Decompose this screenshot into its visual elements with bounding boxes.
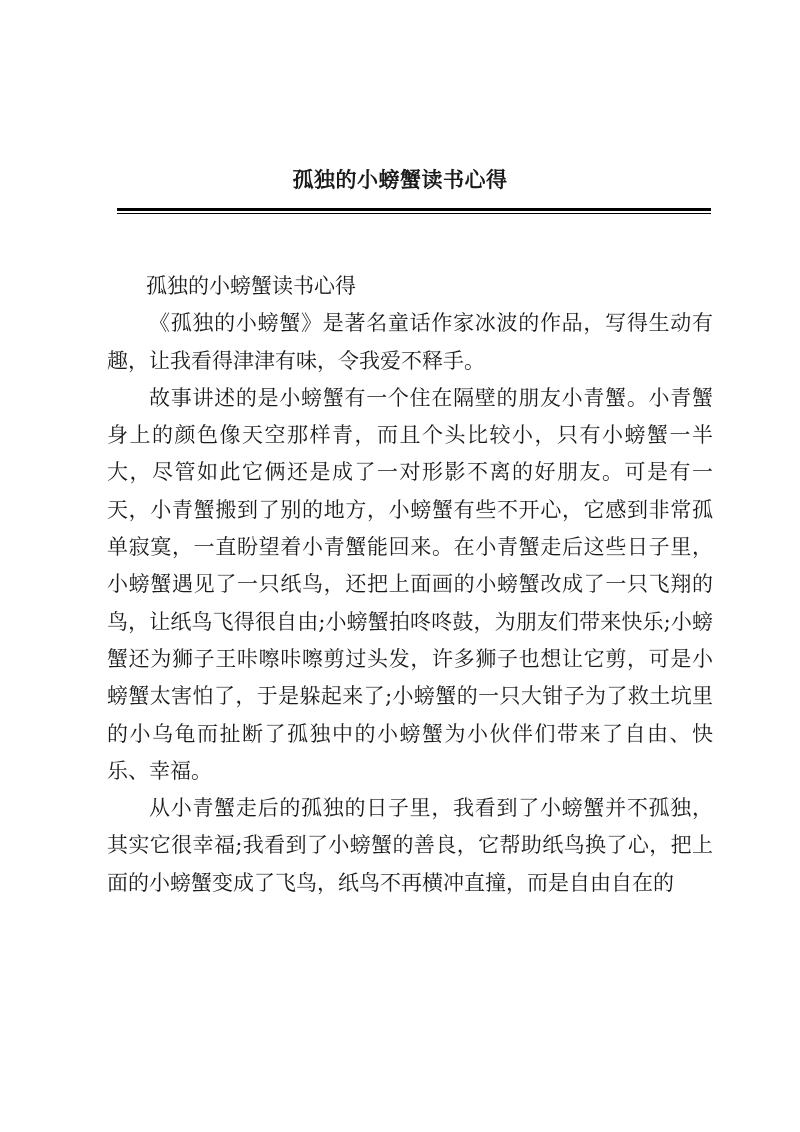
title-divider-thin <box>117 213 711 214</box>
body-heading: 孤独的小螃蟹读书心得 <box>146 274 356 298</box>
document-body <box>107 268 713 902</box>
paragraph-story: 故事讲述的是小螃蟹有一个住在隔壁的朋友小青蟹。小青蟹身上的颜色像天空那样青，而且个头比较小，只有小螃蟹一半大，尽管如此它俩还是成了一对形影不离的好朋友。可是有一天，小青蟹搬到了别的地方，小螃蟹有些不开心，它感到非常孤单寂寞，一直盼望着小青蟹能回来。在小青蟹走后这些日子里，小螃蟹遇见了一只纸鸟，还把上面画的小螃蟹改成了一只飞翔的鸟，让纸鸟飞得很自由;小螃蟹拍咚咚鼓，为朋友们带来快乐;小螃蟹还为狮子王咔嚓咔嚓剪过头发，许多狮子也想让它剪，可是小螃蟹太害怕了，于是躲起来了;小螃蟹的一只大钳子为了救土坑里的小乌龟而扯断了孤独中的小螃蟹为小伙伴们带来了自由、快乐、幸福。 <box>107 385 713 783</box>
document-title: 孤独的小螃蟹读书心得 <box>292 167 508 192</box>
paragraph-intro: 《孤独的小螃蟹》是著名童话作家冰波的作品，写得生动有趣，让我看得津津有味，令我爱不释手。 <box>107 311 713 373</box>
title-divider-thick <box>117 208 711 211</box>
paragraph-reflection: 从小青蟹走后的孤独的日子里，我看到了小螃蟹并不孤独，其实它很幸福;我看到了小螃蟹的善良，它帮助纸鸟换了心，把上面的小螃蟹变成了飞鸟，纸鸟不再横冲直撞，而是自由自在的 <box>107 796 713 895</box>
